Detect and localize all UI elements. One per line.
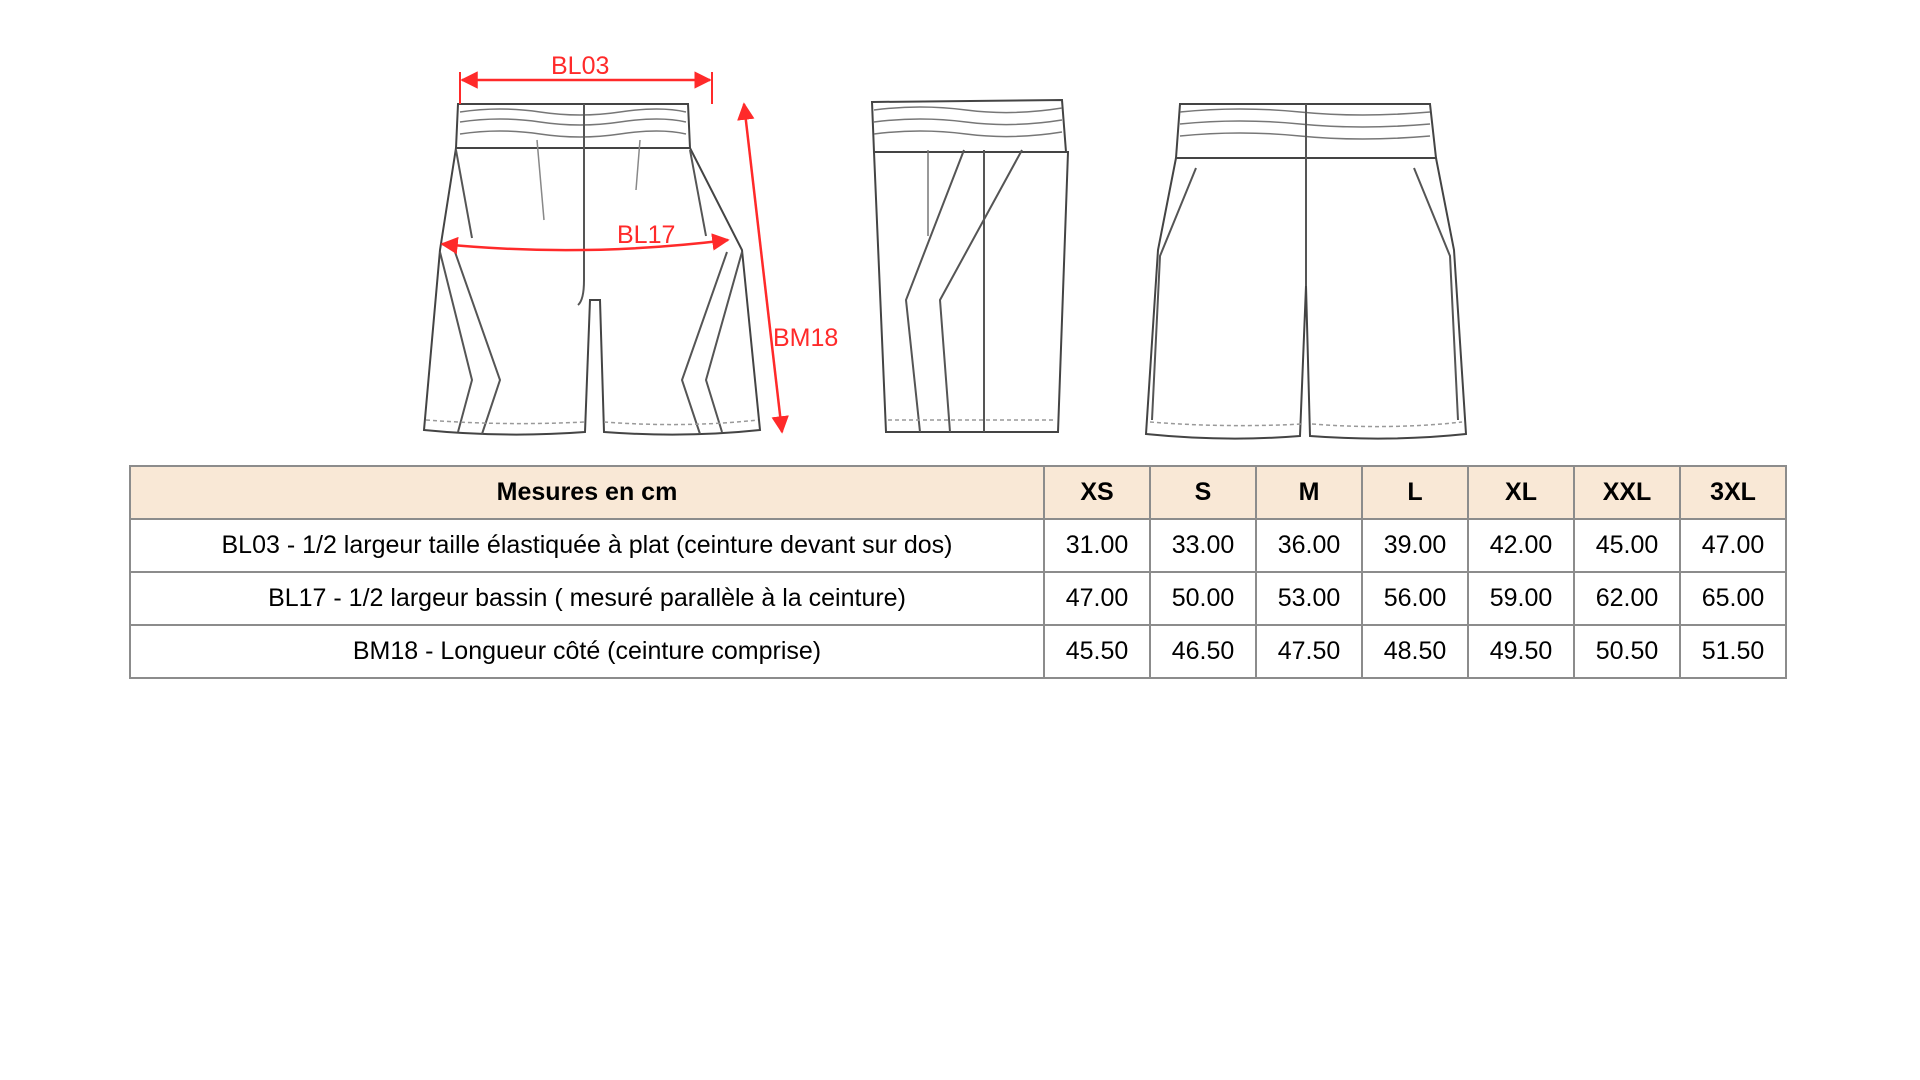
header-size-cell: XXL [1574,466,1680,519]
measurement-value-cell: 56.00 [1362,572,1468,625]
measurement-label-cell: BL03 - 1/2 largeur taille élastiquée à plat (ceinture devant sur dos) [130,519,1044,572]
measurement-label-cell: BM18 - Longueur côté (ceinture comprise) [130,625,1044,678]
measurement-value-cell: 45.50 [1044,625,1150,678]
measurement-value-cell: 33.00 [1150,519,1256,572]
header-size-cell: XL [1468,466,1574,519]
measurement-value-cell: 39.00 [1362,519,1468,572]
measurement-value-cell: 50.00 [1150,572,1256,625]
measurement-value-cell: 36.00 [1256,519,1362,572]
measurement-value-cell: 51.50 [1680,625,1786,678]
table-row [130,519,1786,572]
measurement-value-cell: 31.00 [1044,519,1150,572]
measurement-value-cell: 65.00 [1680,572,1786,625]
header-size-cell: M [1256,466,1362,519]
measurement-value-cell: 59.00 [1468,572,1574,625]
table-row [130,625,1786,678]
measurement-value-cell: 47.00 [1680,519,1786,572]
header-size-cell: S [1150,466,1256,519]
garment-illustrations [0,0,1920,460]
measurement-value-cell: 49.50 [1468,625,1574,678]
measurement-value-cell: 47.50 [1256,625,1362,678]
measurement-value-cell: 46.50 [1150,625,1256,678]
header-label-cell: Mesures en cm [130,466,1044,519]
shorts-front-view [424,104,760,435]
length-dimension-label: BM18 [773,324,839,352]
measurement-value-cell: 53.00 [1256,572,1362,625]
shorts-side-view [872,100,1068,432]
size-chart-table [129,465,1787,679]
measurement-value-cell: 50.50 [1574,625,1680,678]
header-size-cell: 3XL [1680,466,1786,519]
measurement-value-cell: 45.00 [1574,519,1680,572]
header-size-cell: XS [1044,466,1150,519]
measurement-value-cell: 42.00 [1468,519,1574,572]
shorts-back-view [1146,104,1466,439]
measurement-label-cell: BL17 - 1/2 largeur bassin ( mesuré parallèle à la ceinture) [130,572,1044,625]
measurement-value-cell: 47.00 [1044,572,1150,625]
waist-dimension-label: BL03 [551,52,610,80]
measurement-value-cell: 48.50 [1362,625,1468,678]
hip-dimension-label: BL17 [617,221,676,249]
header-size-cell: L [1362,466,1468,519]
table-row [130,572,1786,625]
table-header-row [130,466,1786,519]
measurement-value-cell: 62.00 [1574,572,1680,625]
